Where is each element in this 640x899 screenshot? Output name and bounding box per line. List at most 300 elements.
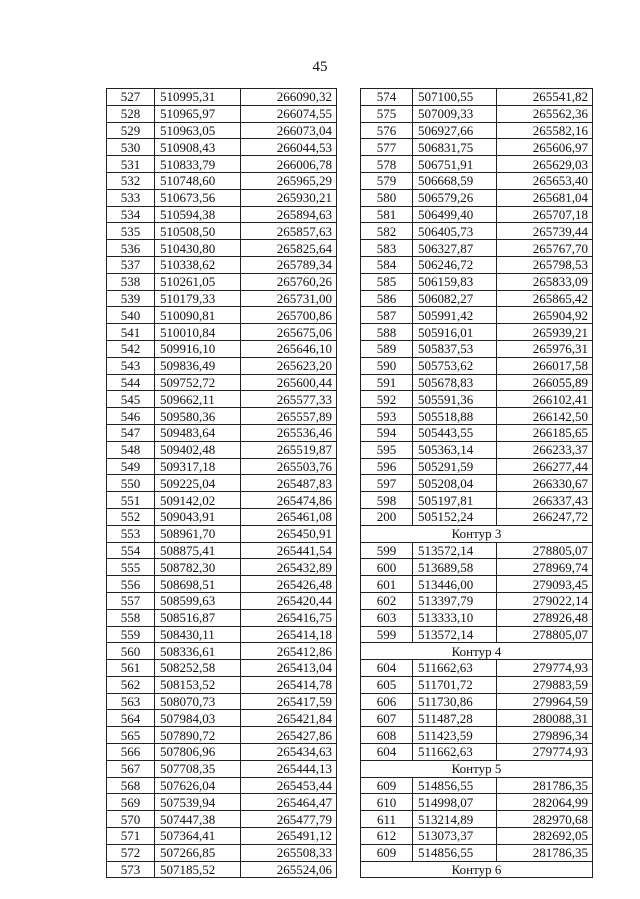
x-coordinate: 507364,41 (155, 828, 241, 845)
y-coordinate: 265865,42 (497, 290, 593, 307)
table-row (361, 89, 593, 106)
y-coordinate: 265420,44 (241, 592, 337, 609)
point-number: 593 (361, 408, 413, 425)
point-number: 556 (107, 576, 155, 593)
table-row (361, 256, 593, 273)
y-coordinate: 265562,36 (497, 105, 593, 122)
table-row (107, 693, 337, 710)
x-coordinate: 506499,40 (413, 206, 497, 223)
x-coordinate: 506927,66 (413, 122, 497, 139)
table-row (361, 424, 593, 441)
table-row (361, 811, 593, 828)
x-coordinate: 506159,83 (413, 273, 497, 290)
point-number: 543 (107, 357, 155, 374)
point-number: 609 (361, 777, 413, 794)
point-number: 569 (107, 794, 155, 811)
point-number: 576 (361, 122, 413, 139)
x-coordinate: 511423,59 (413, 727, 497, 744)
contour-label: Контур 3 (361, 525, 593, 542)
x-coordinate: 508252,58 (155, 660, 241, 677)
table-row (107, 559, 337, 576)
x-coordinate: 505152,24 (413, 508, 497, 525)
x-coordinate: 507708,35 (155, 760, 241, 777)
y-coordinate: 266073,04 (241, 122, 337, 139)
point-number: 591 (361, 374, 413, 391)
x-coordinate: 510261,05 (155, 273, 241, 290)
table-row (361, 290, 593, 307)
y-coordinate: 279883,59 (497, 676, 593, 693)
table-row (107, 374, 337, 391)
table-row (361, 441, 593, 458)
page-number: 45 (312, 59, 328, 75)
point-number: 564 (107, 710, 155, 727)
table-row (107, 525, 337, 542)
y-coordinate: 265600,44 (241, 374, 337, 391)
table-row (361, 374, 593, 391)
x-coordinate: 509142,02 (155, 492, 241, 509)
table-row (107, 643, 337, 660)
table-row (361, 122, 593, 139)
table-row (107, 290, 337, 307)
table-row (361, 156, 593, 173)
point-number: 611 (361, 811, 413, 828)
x-coordinate: 510833,79 (155, 156, 241, 173)
x-coordinate: 505678,83 (413, 374, 497, 391)
x-coordinate: 508153,52 (155, 676, 241, 693)
table-row (107, 777, 337, 794)
x-coordinate: 506246,72 (413, 256, 497, 273)
y-coordinate: 279896,34 (497, 727, 593, 744)
table-row (107, 139, 337, 156)
y-coordinate: 282064,99 (497, 794, 593, 811)
y-coordinate: 265434,63 (241, 744, 337, 761)
table-row (107, 458, 337, 475)
y-coordinate: 265450,91 (241, 525, 337, 542)
point-number: 600 (361, 559, 413, 576)
x-coordinate: 505991,42 (413, 307, 497, 324)
point-number: 546 (107, 408, 155, 425)
y-coordinate: 265653,40 (497, 172, 593, 189)
table-row (107, 811, 337, 828)
y-coordinate: 266055,89 (497, 374, 593, 391)
point-number: 568 (107, 777, 155, 794)
coordinates-table-right (360, 88, 593, 878)
point-number: 588 (361, 324, 413, 341)
y-coordinate: 265939,21 (497, 324, 593, 341)
contour-label: Контур 5 (361, 760, 593, 777)
y-coordinate: 265904,92 (497, 307, 593, 324)
table-row (107, 273, 337, 290)
point-number: 580 (361, 189, 413, 206)
table-row (107, 391, 337, 408)
point-number: 570 (107, 811, 155, 828)
table-row (107, 408, 337, 425)
x-coordinate: 506082,27 (413, 290, 497, 307)
y-coordinate: 266337,43 (497, 492, 593, 509)
table-row (361, 340, 593, 357)
table-row (361, 626, 593, 643)
contour-header-row (361, 861, 593, 878)
table-row (361, 660, 593, 677)
point-number: 572 (107, 844, 155, 861)
point-number: 549 (107, 458, 155, 475)
point-number: 554 (107, 542, 155, 559)
table-row (361, 206, 593, 223)
x-coordinate: 508698,51 (155, 576, 241, 593)
point-number: 538 (107, 273, 155, 290)
x-coordinate: 506327,87 (413, 240, 497, 257)
y-coordinate: 265417,59 (241, 693, 337, 710)
y-coordinate: 265427,86 (241, 727, 337, 744)
x-coordinate: 510748,60 (155, 172, 241, 189)
x-coordinate: 511662,63 (413, 744, 497, 761)
table-row (361, 458, 593, 475)
table-row (361, 273, 593, 290)
point-number: 592 (361, 391, 413, 408)
table-row (107, 828, 337, 845)
table-row (107, 172, 337, 189)
point-number: 575 (361, 105, 413, 122)
table-row (107, 122, 337, 139)
point-number: 555 (107, 559, 155, 576)
x-coordinate: 507539,94 (155, 794, 241, 811)
x-coordinate: 505197,81 (413, 492, 497, 509)
x-coordinate: 511730,86 (413, 693, 497, 710)
y-coordinate: 265453,44 (241, 777, 337, 794)
table-row (107, 861, 337, 878)
y-coordinate: 265857,63 (241, 223, 337, 240)
table-row (107, 424, 337, 441)
table-row (361, 592, 593, 609)
point-number: 574 (361, 89, 413, 106)
table-row (361, 609, 593, 626)
x-coordinate: 508430,11 (155, 626, 241, 643)
x-coordinate: 508070,73 (155, 693, 241, 710)
contour-header-row (361, 525, 593, 542)
table-row (107, 357, 337, 374)
x-coordinate: 506405,73 (413, 223, 497, 240)
table-row (361, 324, 593, 341)
x-coordinate: 505837,53 (413, 340, 497, 357)
x-coordinate: 509836,49 (155, 357, 241, 374)
point-number: 587 (361, 307, 413, 324)
x-coordinate: 507266,85 (155, 844, 241, 861)
x-coordinate: 510594,38 (155, 206, 241, 223)
table-row (361, 710, 593, 727)
y-coordinate: 282692,05 (497, 828, 593, 845)
point-number: 604 (361, 744, 413, 761)
y-coordinate: 279774,93 (497, 660, 593, 677)
x-coordinate: 513214,89 (413, 811, 497, 828)
y-coordinate: 279774,93 (497, 744, 593, 761)
x-coordinate: 508516,87 (155, 609, 241, 626)
y-coordinate: 265681,04 (497, 189, 593, 206)
point-number: 604 (361, 660, 413, 677)
table-row (107, 660, 337, 677)
table-row (361, 408, 593, 425)
table-row (361, 139, 593, 156)
x-coordinate: 505753,62 (413, 357, 497, 374)
table-row (107, 475, 337, 492)
x-coordinate: 508782,30 (155, 559, 241, 576)
table-row (361, 492, 593, 509)
y-coordinate: 265477,79 (241, 811, 337, 828)
table-row (107, 189, 337, 206)
y-coordinate: 265464,47 (241, 794, 337, 811)
x-coordinate: 505208,04 (413, 475, 497, 492)
x-coordinate: 508875,41 (155, 542, 241, 559)
table-row (107, 744, 337, 761)
point-number: 610 (361, 794, 413, 811)
point-number: 534 (107, 206, 155, 223)
table-row (361, 189, 593, 206)
table-row (361, 240, 593, 257)
point-number: 595 (361, 441, 413, 458)
table-row (361, 844, 593, 861)
point-number: 528 (107, 105, 155, 122)
point-number: 544 (107, 374, 155, 391)
point-number: 597 (361, 475, 413, 492)
y-coordinate: 265965,29 (241, 172, 337, 189)
point-number: 545 (107, 391, 155, 408)
x-coordinate: 510010,84 (155, 324, 241, 341)
table-row (107, 760, 337, 777)
y-coordinate: 266142,50 (497, 408, 593, 425)
table-row (107, 206, 337, 223)
point-number: 582 (361, 223, 413, 240)
point-number: 553 (107, 525, 155, 542)
y-coordinate: 265503,76 (241, 458, 337, 475)
point-number: 573 (107, 861, 155, 878)
contour-label: Контур 4 (361, 643, 593, 660)
table-row (361, 777, 593, 794)
x-coordinate: 510430,80 (155, 240, 241, 257)
point-number: 559 (107, 626, 155, 643)
x-coordinate: 513572,14 (413, 626, 497, 643)
x-coordinate: 507806,96 (155, 744, 241, 761)
table-row (107, 223, 337, 240)
table-row (107, 89, 337, 106)
x-coordinate: 509752,72 (155, 374, 241, 391)
point-number: 571 (107, 828, 155, 845)
x-coordinate: 510179,33 (155, 290, 241, 307)
x-coordinate: 510673,56 (155, 189, 241, 206)
table-row (361, 576, 593, 593)
table-row (107, 256, 337, 273)
table-row (361, 676, 593, 693)
table-row (107, 156, 337, 173)
point-number: 586 (361, 290, 413, 307)
table-row (107, 609, 337, 626)
y-coordinate: 265441,54 (241, 542, 337, 559)
x-coordinate: 510338,62 (155, 256, 241, 273)
x-coordinate: 510908,43 (155, 139, 241, 156)
y-coordinate: 266074,55 (241, 105, 337, 122)
y-coordinate: 265976,31 (497, 340, 593, 357)
point-number: 527 (107, 89, 155, 106)
point-number: 584 (361, 256, 413, 273)
table-row (107, 844, 337, 861)
point-number: 583 (361, 240, 413, 257)
x-coordinate: 510090,81 (155, 307, 241, 324)
point-number: 598 (361, 492, 413, 509)
y-coordinate: 265731,00 (241, 290, 337, 307)
contour-header-row (361, 643, 593, 660)
y-coordinate: 265487,83 (241, 475, 337, 492)
x-coordinate: 508599,63 (155, 592, 241, 609)
table-row (361, 508, 593, 525)
y-coordinate: 265646,10 (241, 340, 337, 357)
x-coordinate: 506579,26 (413, 189, 497, 206)
x-coordinate: 509402,48 (155, 441, 241, 458)
table-row (107, 592, 337, 609)
x-coordinate: 508961,70 (155, 525, 241, 542)
point-number: 551 (107, 492, 155, 509)
x-coordinate: 505916,01 (413, 324, 497, 341)
y-coordinate: 265767,70 (497, 240, 593, 257)
table-row (361, 542, 593, 559)
point-number: 612 (361, 828, 413, 845)
y-coordinate: 280088,31 (497, 710, 593, 727)
y-coordinate: 265798,53 (497, 256, 593, 273)
x-coordinate: 510508,50 (155, 223, 241, 240)
table-row (361, 475, 593, 492)
point-number: 563 (107, 693, 155, 710)
y-coordinate: 265675,06 (241, 324, 337, 341)
x-coordinate: 506668,59 (413, 172, 497, 189)
x-coordinate: 506831,75 (413, 139, 497, 156)
y-coordinate: 265524,06 (241, 861, 337, 878)
y-coordinate: 266247,72 (497, 508, 593, 525)
y-coordinate: 265412,86 (241, 643, 337, 660)
point-number: 606 (361, 693, 413, 710)
table-row (361, 391, 593, 408)
point-number: 585 (361, 273, 413, 290)
point-number: 605 (361, 676, 413, 693)
y-coordinate: 265789,34 (241, 256, 337, 273)
x-coordinate: 510995,31 (155, 89, 241, 106)
y-coordinate: 266044,53 (241, 139, 337, 156)
x-coordinate: 507984,03 (155, 710, 241, 727)
x-coordinate: 513397,79 (413, 592, 497, 609)
contour-label: Контур 6 (361, 861, 593, 878)
y-coordinate: 265623,20 (241, 357, 337, 374)
x-coordinate: 509043,91 (155, 508, 241, 525)
point-number: 581 (361, 206, 413, 223)
x-coordinate: 510965,97 (155, 105, 241, 122)
y-coordinate: 266330,67 (497, 475, 593, 492)
point-number: 565 (107, 727, 155, 744)
point-number: 578 (361, 156, 413, 173)
y-coordinate: 278926,48 (497, 609, 593, 626)
point-number: 609 (361, 844, 413, 861)
y-coordinate: 265557,89 (241, 408, 337, 425)
x-coordinate: 505291,59 (413, 458, 497, 475)
point-number: 608 (361, 727, 413, 744)
point-number: 539 (107, 290, 155, 307)
x-coordinate: 506751,91 (413, 156, 497, 173)
y-coordinate: 265582,16 (497, 122, 593, 139)
y-coordinate: 265491,12 (241, 828, 337, 845)
y-coordinate: 265894,63 (241, 206, 337, 223)
y-coordinate: 265541,82 (497, 89, 593, 106)
x-coordinate: 514856,55 (413, 777, 497, 794)
y-coordinate: 265426,48 (241, 576, 337, 593)
y-coordinate: 265508,33 (241, 844, 337, 861)
point-number: 601 (361, 576, 413, 593)
table-row (361, 828, 593, 845)
point-number: 577 (361, 139, 413, 156)
table-row (361, 794, 593, 811)
table-row (107, 710, 337, 727)
table-row (361, 744, 593, 761)
y-coordinate: 265700,86 (241, 307, 337, 324)
table-row (107, 240, 337, 257)
point-number: 560 (107, 643, 155, 660)
table-row (107, 727, 337, 744)
y-coordinate: 265444,13 (241, 760, 337, 777)
y-coordinate: 265707,18 (497, 206, 593, 223)
point-number: 561 (107, 660, 155, 677)
table-row (361, 693, 593, 710)
y-coordinate: 265414,78 (241, 676, 337, 693)
point-number: 579 (361, 172, 413, 189)
point-number: 566 (107, 744, 155, 761)
y-coordinate: 282970,68 (497, 811, 593, 828)
y-coordinate: 266090,32 (241, 89, 337, 106)
point-number: 562 (107, 676, 155, 693)
x-coordinate: 509225,04 (155, 475, 241, 492)
y-coordinate: 265739,44 (497, 223, 593, 240)
x-coordinate: 511701,72 (413, 676, 497, 693)
x-coordinate: 509662,11 (155, 391, 241, 408)
point-number: 558 (107, 609, 155, 626)
y-coordinate: 278969,74 (497, 559, 593, 576)
y-coordinate: 265474,86 (241, 492, 337, 509)
point-number: 552 (107, 508, 155, 525)
table-row (107, 508, 337, 525)
table-row (107, 105, 337, 122)
y-coordinate: 265461,08 (241, 508, 337, 525)
y-coordinate: 265606,97 (497, 139, 593, 156)
y-coordinate: 265432,89 (241, 559, 337, 576)
x-coordinate: 507890,72 (155, 727, 241, 744)
table-row (107, 324, 337, 341)
x-coordinate: 505443,55 (413, 424, 497, 441)
point-number: 532 (107, 172, 155, 189)
point-number: 557 (107, 592, 155, 609)
y-coordinate: 281786,35 (497, 777, 593, 794)
y-coordinate: 279022,14 (497, 592, 593, 609)
point-number: 603 (361, 609, 413, 626)
point-number: 535 (107, 223, 155, 240)
x-coordinate: 509580,36 (155, 408, 241, 425)
x-coordinate: 513073,37 (413, 828, 497, 845)
point-number: 540 (107, 307, 155, 324)
y-coordinate: 279964,59 (497, 693, 593, 710)
y-coordinate: 265629,03 (497, 156, 593, 173)
x-coordinate: 513333,10 (413, 609, 497, 626)
table-row (361, 559, 593, 576)
table-row (107, 340, 337, 357)
y-coordinate: 278805,07 (497, 542, 593, 559)
contour-header-row (361, 760, 593, 777)
x-coordinate: 507626,04 (155, 777, 241, 794)
table-row (361, 105, 593, 122)
y-coordinate: 265519,87 (241, 441, 337, 458)
table-row (107, 441, 337, 458)
point-number: 594 (361, 424, 413, 441)
